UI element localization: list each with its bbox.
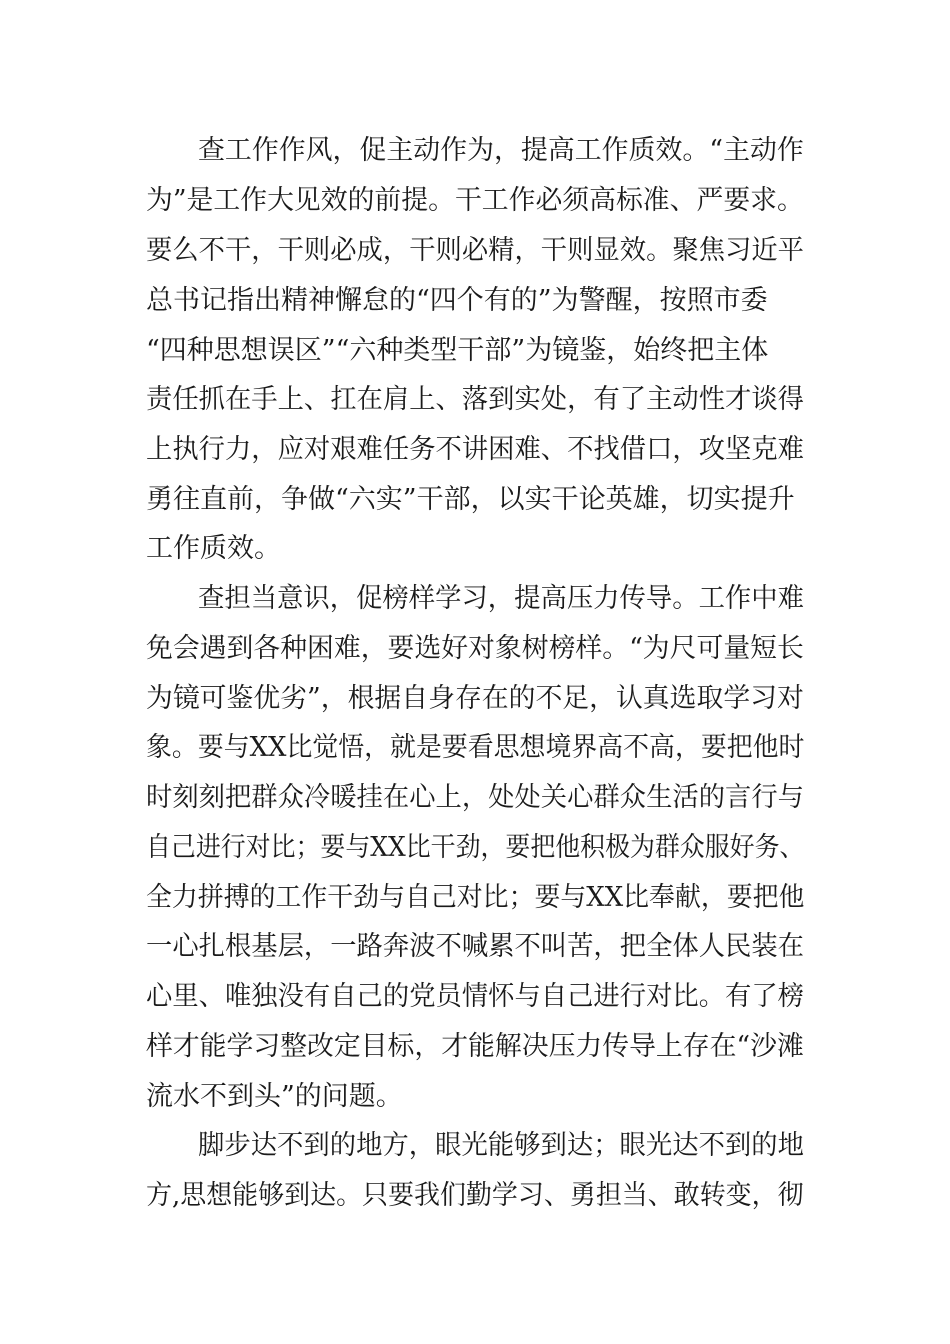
text-line: 全力拼搏的工作干劲与自己对比；要与XX比奉献，要把他: [146, 882, 805, 913]
text-line: 免会遇到各种困难，要选好对象树榜样。“为尺可量短长: [146, 633, 804, 664]
text-line: 工作质效。: [146, 533, 281, 564]
text-line: 脚步达不到的地方，眼光能够到达；眼光达不到的地: [198, 1130, 804, 1161]
text-line: 自己进行对比；要与XX比干劲，要把他积极为群众服好务、: [146, 832, 805, 863]
text-line: 为”是工作大见效的前提。干工作必须高标准、严要求。: [146, 185, 804, 216]
text-line: 心里、唯独没有自己的党员情怀与自己进行对比。有了榜: [146, 981, 804, 1012]
text-line: 象。要与XX比觉悟，就是要看思想境界高不高，要把他时: [146, 732, 805, 763]
text-line: 方,思想能够到达。只要我们勤学习、勇担当、敢转变，彻: [146, 1180, 804, 1211]
text-line: 时刻刻把群众冷暖挂在心上，处处关心群众生活的言行与: [146, 782, 804, 813]
text-line: 一心扎根基层，一路奔波不喊累不叫苦，把全体人民装在: [146, 931, 804, 962]
text-line: “四种思想误区”“六种类型干部”为镜鉴，始终把主体: [146, 335, 769, 366]
text-line: 样才能学习整改定目标，才能解决压力传导上存在“沙滩: [146, 1031, 804, 1062]
text-line: 总书记指出精神懈怠的“四个有的”为警醒，按照市委: [146, 285, 768, 316]
text-line: 要么不干，干则必成，干则必精，干则显效。聚焦习近平: [146, 235, 804, 266]
text-line: 勇往直前，争做“六实”干部，以实干论英雄，切实提升: [146, 484, 795, 515]
text-line: 查担当意识，促榜样学习，提高压力传导。工作中难: [198, 583, 804, 614]
text-line: 责任抓在手上、扛在肩上、落到实处，有了主动性才谈得: [146, 384, 804, 415]
text-line: 上执行力，应对艰难任务不讲困难、不找借口，攻坚克难: [146, 434, 804, 465]
text-line: 流水不到头”的问题。: [146, 1081, 403, 1112]
text-line: 为镜可鉴优劣”，根据自身存在的不足，认真选取学习对: [146, 683, 804, 714]
text-line: 查工作作风，促主动作为，提高工作质效。“主动作: [198, 135, 804, 166]
